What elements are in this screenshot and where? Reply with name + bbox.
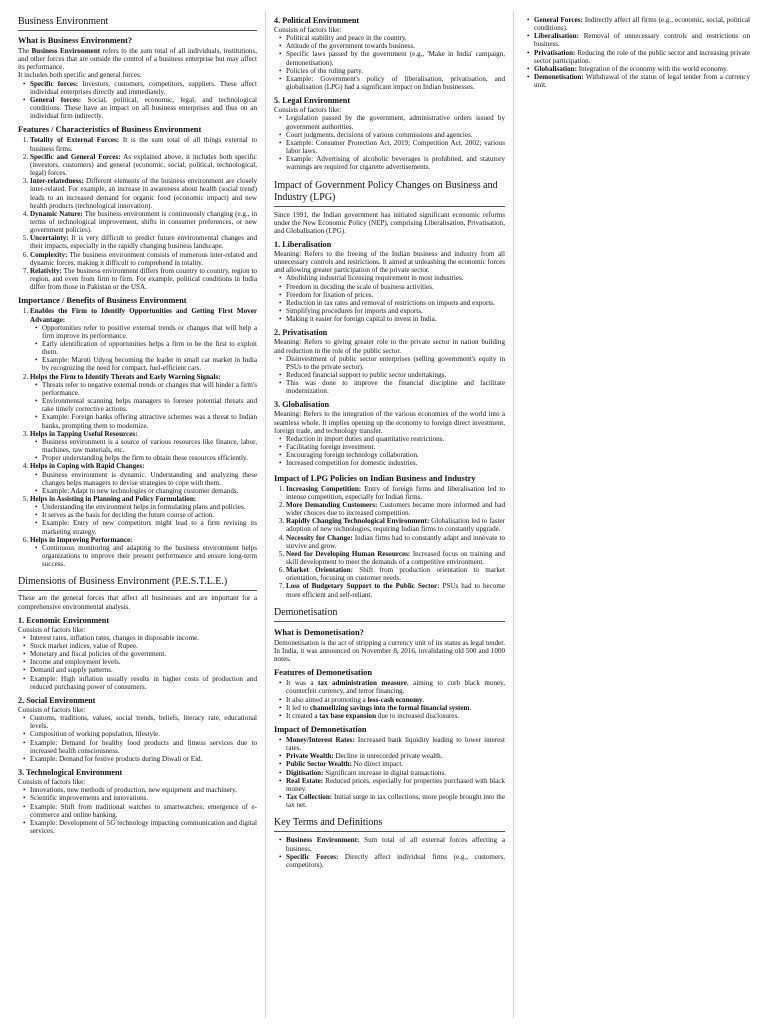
list-item: 1. Enables the Firm to Identify Opportunities and Getting First Mover Advantage: • Opportunities refer to positive external trends or changes that will help a firm improve its performance. • Early identification of opportunities helps a firm to be the first to exploit them. • Example: Maruti Udyog becoming the leader in small car market in India by recognizing the need for compact, fuel-efficient cars. (30, 307, 257, 372)
list-item: • Freedom for fixation of prices. (286, 291, 505, 299)
technological-list (18, 786, 257, 835)
list-item: • It was a tax administration measure, aiming to curb black money, counterfeit currency, and terror financing. (286, 679, 505, 695)
list-item: • Specific forces: Investors, customers, competitors, suppliers. These affect individual enterprises directly and immediately. (30, 80, 257, 96)
liberalisation-list (274, 274, 505, 323)
list-item: 3. Rapidly Changing Technological Environment: Globalisation led to faster adoption of new technologies, requiring Indian firms to constantly upgrade. (286, 517, 505, 533)
list-item: • Increased competition for domestic industries. (286, 459, 505, 467)
political-list (274, 34, 505, 91)
legal-heading: 5. Legal Environment (274, 96, 351, 106)
globalisation-meaning: Meaning: Refers to the integration of the various economies of the world into a seamless whole. It implies opening up the economy to foreign direct investment, foreign trade, and technology transfer. (274, 410, 505, 435)
list-item: • Simplifying procedures for imports and exports. (286, 307, 505, 315)
list-item: • Tax Collection: Initial surge in tax collections, more people brought into the tax net. (286, 793, 505, 809)
list-item: • Attitude of the government towards business. (286, 42, 505, 50)
social-heading: 2. Social Environment (18, 695, 96, 705)
key-terms-list (274, 836, 505, 869)
list-item: 4. Helps in Coping with Rapid Changes: • Business environment is dynamic. Understanding and analyzing these changes helps managers to devise strategies to cope with them. • Example: Adapt to new technologies or changing customer demands. (30, 462, 257, 495)
list-item: • Example: Development of 5G technology impacting communication and digital services. (30, 819, 257, 835)
list-item: 5. Uncertainty: It is very difficult to predict future environmental changes and their impacts, especially in the rapidly changing business landscape. (30, 234, 257, 250)
list-item: • It also aimed at promoting a less-cash economy. (286, 696, 505, 704)
list-item: 3. Helps in Tapping Useful Resources: • Business environment is a source of various resources like finance, labor, machines, raw materials, etc. • Proper understanding helps the firm to obtain these resources efficiently. (30, 430, 257, 463)
list-item: • Scientific improvements and innovations. (30, 794, 257, 802)
key-terms-continued-list (522, 16, 750, 89)
demonetisation-impact-heading: Impact of Demonetisation (274, 725, 367, 734)
importance-heading: Importance / Benefits of Business Environment (18, 296, 187, 306)
list-item: • General forces: Social, political, economic, legal, and technological conditions. These have an impact on all business enterprises and thus on an individual firm indirectly. (30, 96, 257, 120)
list-item: • Example: Advertising of alcoholic beverages is prohibited, and statutory warnings are required for cigarette advertisements. (286, 155, 505, 171)
demonetisation-what-heading: What is Demonetisation? (274, 627, 364, 637)
list-item: • Composition of working population, lifestyle. (30, 730, 257, 738)
list-item: 5. Need for Developing Human Resources: Increased focus on training and skill development to meet the demands of a competitive environment. (286, 550, 505, 566)
list-item: • Reduction in tax rates and removal of restrictions on imports and exports. (286, 299, 505, 307)
list-item: • Privatisation: Reducing the role of the public sector and increasing private sector participation. (534, 49, 750, 65)
list-item: • Encouraging foreign technology collaboration. (286, 451, 505, 459)
list-item: • Example: Demand for healthy food products and fitness services due to increased health consciousness. (30, 739, 257, 755)
demonetisation-features-list (274, 679, 505, 720)
impact-title: Impact of Government Policy Changes on Business and Industry (LPG) (274, 180, 505, 207)
list-item: • Specific laws passed by the government (e.g., 'Make in India' campaign, demonetisation). (286, 50, 505, 66)
list-item: 1. Totality of External Forces: It is the sum total of all things external to business firms. (30, 136, 257, 152)
list-item: • Real Estate: Reduced prices, especially for properties purchased with black money. (286, 777, 505, 793)
list-item: • Freedom in deciding the scale of business activities. (286, 283, 505, 291)
list-item: • It led to channelizing savings into the formal financial system. (286, 704, 505, 712)
list-item: • Demand and supply patterns. (30, 666, 257, 674)
impact-intro: Since 1991, the Indian government has initiated significant economic reforms under the New Economic Policy (NEP), comprising Liberalisation, Privatisation, and Globalisation (LPG). (274, 210, 505, 235)
list-item: • Money/Interest Rates: Increased bank liquidity leading to lower interest rates. (286, 736, 505, 752)
what-includes: It includes both specific and general forces: (18, 71, 142, 80)
forces-list (18, 80, 257, 121)
technological-heading: 3. Technological Environment (18, 768, 123, 778)
list-item: • Liberalisation: Removal of unnecessary controls and restrictions on business. (534, 32, 750, 48)
social-list (18, 714, 257, 763)
list-item: 7. Loss of Budgetary Support to the Public Sector: PSUs had to become more efficient and self-reliant. (286, 582, 505, 598)
political-consists: Consists of factors like: (274, 26, 342, 34)
list-item: • This was done to improve the financial discipline and facilitate modernization. (286, 379, 505, 395)
list-item: • Court judgments, decisions of various commissions and agencies. (286, 131, 505, 139)
legal-consists: Consists of factors like: (274, 106, 342, 115)
list-item: • Public Sector Wealth: No direct impact. (286, 760, 505, 768)
column-2 (265, 12, 513, 1018)
list-item: • Legislation passed by the government, administrative orders issued by government authorities. (286, 114, 505, 130)
economic-list (18, 634, 257, 691)
list-item: 4. Dynamic Nature: The business environment is continuously changing (e.g., in terms of technological improvement, shifts in consumer preferences, or new government policies). (30, 210, 257, 234)
list-item: • Digitisation: Significant increase in digital transactions. (286, 769, 505, 777)
list-item: • Making it easier for foreign capital to invest in India. (286, 315, 505, 323)
pestle-intro: These are the general forces that affect all businesses and are important for a comprehensive environmental analysis. (18, 594, 257, 611)
list-item: • Globalisation: Integration of the economy with the world economy. (534, 65, 750, 73)
demonetisation-impact-list (274, 736, 505, 809)
list-item: 5. Helps in Assisting in Planning and Policy Formulation: • Understanding the environment helps in formulating plans and policies. • It serves as the basis for deciding the future course of action. • Example: Entry of new competitors might lead to a firm revising its marketing strategy. (30, 495, 257, 536)
list-item: 2. More Demanding Customers: Customers became more informed and had wider choices due to increased competition. (286, 501, 505, 517)
list-item: • Monetary and fiscal policies of the government. (30, 650, 257, 658)
liberalisation-meaning: Meaning: Refers to the freeing of the Indian business and industry from all unnecessary controls and restrictions. It aimed at unleashing the economic forces and allowing greater participation of the private sector. (274, 249, 505, 275)
list-item: 6. Market Orientation: Shift from production orientation to market orientation, focusing on customer needs. (286, 566, 505, 582)
legal-list (274, 114, 505, 171)
list-item: • It created a tax base expansion due to increased disclosures. (286, 712, 505, 720)
list-item: • Stock market indices, value of Rupee. (30, 642, 257, 650)
list-item: • Example: Government's policy of liberalisation, privatisation, and globalisation (LPG) had a significant impact on Indian businesses. (286, 75, 505, 91)
list-item: 3. Inter-relatedness: Different elements of the business environment are closely inter-related. For example, an increase in awareness about health (social trend) leads to an increased demand for organic food (economic impact) and new health products (technological innovation). (30, 177, 257, 210)
list-item: 4. Necessity for Change: Indian firms had to constantly adapt and innovate to survive and grow. (286, 534, 505, 550)
list-item: • Customs, traditions, values, social trends, beliefs, literacy rate, educational levels. (30, 714, 257, 730)
privatisation-heading: 2. Privatisation (274, 328, 328, 338)
list-item: • Reduction in import duties and quantitative restrictions. (286, 435, 505, 443)
key-terms-title: Key Terms and Definitions (274, 817, 505, 832)
list-item: • Example: Demand for festive products during Diwali or Eid. (30, 755, 257, 763)
list-item: • Example: High inflation usually results in higher costs of production and reduced purchasing power of consumers. (30, 675, 257, 691)
globalisation-heading: 3. Globalisation (274, 400, 330, 410)
list-item: • Specific Forces: Directly affect individual firms (e.g., customers, competitors). (286, 853, 505, 869)
what-paragraph: The Business Environment refers to the sum total of all individuals, institutions, and other forces that are outside the control of a business enterprise but may affect its performance. (18, 47, 257, 72)
list-item: • Disinvestment of public sector enterprises (selling government's equity in PSUs to the private sector). (286, 355, 505, 371)
features-heading: Features / Characteristics of Business Environment (18, 125, 202, 135)
lpg-impact-list (274, 485, 505, 599)
list-item: • Private Wealth: Decline in unrecorded private wealth. (286, 752, 505, 760)
list-item: • Abolishing industrial licensing requirement in most industries. (286, 274, 505, 282)
list-item: 7. Relativity: The business environment differs from country to country, region to region, and even from firm to firm. For example, political conditions in India differ from those in Pakistan or the USA. (30, 267, 257, 291)
list-item: • Policies of the ruling party. (286, 67, 505, 75)
list-item: 6. Complexity: The business environment consists of numerous inter-related and dynamic forces, making it difficult to comprehend in totality. (30, 251, 257, 267)
list-item: • Interest rates, inflation rates, changes in disposable income. (30, 634, 257, 642)
features-list (18, 136, 257, 291)
list-item: 6. Helps in Improving Performance: • Continuous monitoring and adapting to the business environment helps organizations to improve their present performance and ensure long-term success. (30, 536, 257, 569)
list-item: • Innovations, new methods of production, new equipment and machinery. (30, 786, 257, 794)
column-3 (513, 12, 750, 1018)
list-item: • Example: Shift from traditional watches to smartwatches; emergence of e-commerce and online banking. (30, 803, 257, 819)
lpg-impact-heading: Impact of LPG Policies on Indian Business and Industry (274, 473, 476, 483)
social-consists: Consists of factors like: (18, 705, 86, 714)
economic-consists: Consists of factors like: (18, 625, 86, 634)
demonetisation-what-text: Demonetisation is the act of stripping a currency unit of its status as legal tender. In India, it was announced on November 8, 2016, invalidating old 500 and 1000 notes. (274, 638, 505, 664)
list-item: 1. Increasing Competition: Entry of foreign firms and liberalisation led to intense competition, especially for Indian firms. (286, 485, 505, 501)
column-1 (18, 12, 265, 1018)
list-item: 2. Specific and General Forces: As explained above, it includes both specific (investors, customers) and general (economic, social, political, technological, legal) forces. (30, 153, 257, 177)
globalisation-list (274, 435, 505, 468)
political-heading: 4. Political Environment (274, 16, 360, 25)
columns (18, 12, 750, 1018)
privatisation-list (274, 355, 505, 396)
list-item: • Example: Consumer Protection Act, 2019; Competition Act, 2002; various labor laws. (286, 139, 505, 155)
list-item: • Business Environment: Sum total of all external forces affecting a business. (286, 836, 505, 852)
list-item: 2. Helps the Firm to Identify Threats and Early Warning Signals: • Threats refer to negative external trends or changes that will hinder a firm's performance. • Environmental scanning helps managers to foresee potential threats and take timely corrective actions. • Example: Foreign banks offering attractive schemes was a threat to Indian banks, prompting them to modernize. (30, 373, 257, 430)
list-item: • Political stability and peace in the country. (286, 34, 505, 42)
importance-list (18, 307, 257, 568)
list-item: • Demonetisation: Withdrawal of the status of legal tender from a currency unit. (534, 73, 750, 89)
list-item: • Facilitating foreign investment. (286, 443, 505, 451)
list-item: • General Forces: Indirectly affect all firms (e.g., economic, social, political conditions). (534, 16, 750, 32)
technological-consists: Consists of factors like: (18, 778, 86, 787)
liberalisation-heading: 1. Liberalisation (274, 239, 332, 249)
what-heading: What is Business Environment? (18, 36, 133, 45)
privatisation-meaning: Meaning: Refers to giving greater role to the private sector in nation building and reduction in the role of the public sector. (274, 338, 505, 355)
list-item: • Income and employment levels. (30, 658, 257, 666)
pestle-title: Dimensions of Business Environment (P.E.S.T.L.E.) (18, 576, 257, 591)
list-item: • Reduced financial support to public sector undertakings. (286, 371, 505, 379)
demonetisation-features-heading: Features of Demonetisation (274, 668, 373, 678)
doc-title: Business Environment (18, 16, 257, 31)
economic-heading: 1. Economic Environment (18, 615, 110, 625)
demonetisation-title: Demonetisation (274, 607, 505, 622)
